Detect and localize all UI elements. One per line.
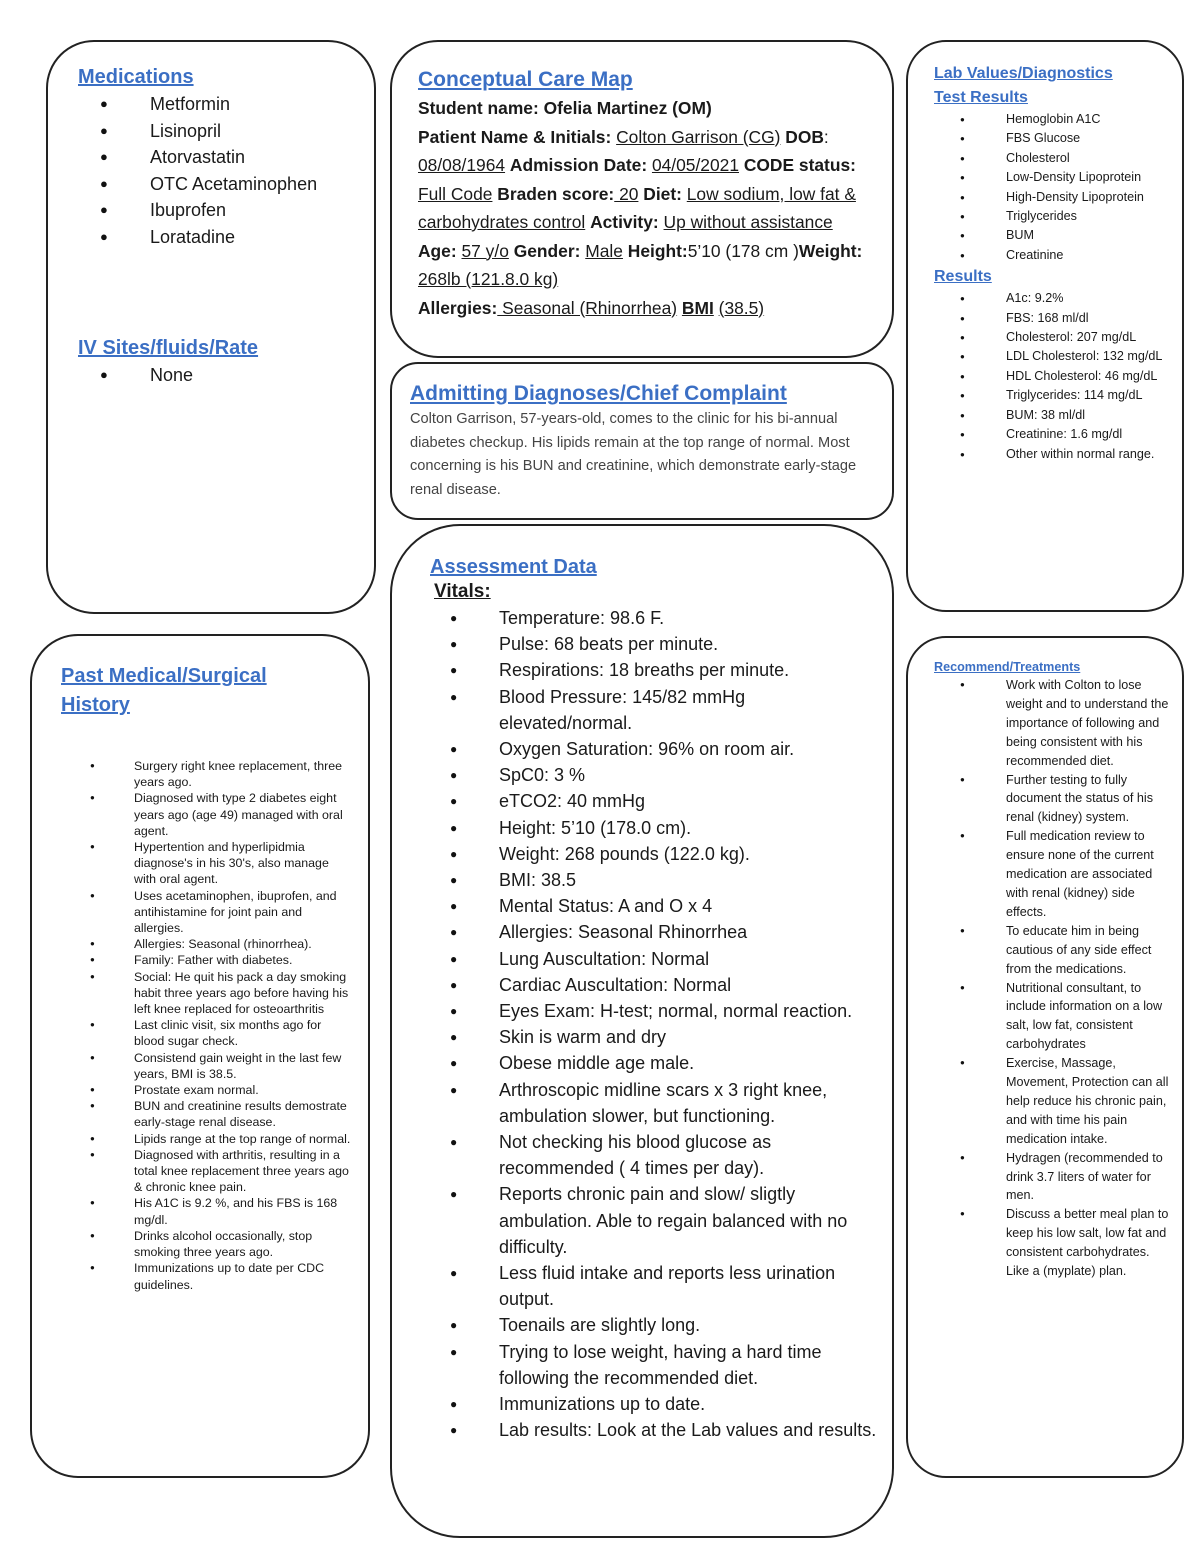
chief-complaint-text: Colton Garrison, 57-years-old, comes to the clinic for his bi-annual diabetes checkup. His lipids remain at the top range of normal. Most concerning is his BUN and creatinine, which demonstrate early-stage renal disease. xyxy=(410,411,857,498)
list-item: ● Cardiac Auscultation: Normal xyxy=(430,972,878,998)
list-item: ● Lung Auscultation: Normal xyxy=(430,946,878,972)
list-item: ● Low-Density Lipoprotein xyxy=(934,168,1170,187)
recommend-panel xyxy=(906,636,1184,1478)
list-item: ● Triglycerides xyxy=(934,207,1170,226)
list-item: ● Drinks alcohol occasionally, stop smoking three years ago. xyxy=(61,1228,352,1260)
dob-label: DOB xyxy=(785,126,824,147)
list-item: ● Other within normal range. xyxy=(934,445,1170,464)
list-item: ● His A1C is 9.2 %, and his FBS is 168 mg/dl. xyxy=(61,1195,352,1227)
recommend-heading: Recommend/Treatments xyxy=(934,660,1081,674)
vitals-label: Vitals: xyxy=(434,581,491,602)
list-item: ● Immunizations up to date per CDC guidelines. xyxy=(61,1260,352,1292)
lab-tests-list xyxy=(934,110,1170,265)
list-item: ● Prostate exam normal. xyxy=(61,1082,352,1098)
list-item: ● FBS: 168 ml/dl xyxy=(934,309,1170,328)
list-item: ● Triglycerides: 114 mg/dL xyxy=(934,386,1170,405)
list-item: ● LDL Cholesterol: 132 mg/dL xyxy=(934,347,1170,366)
weight-value: 268lb (121.8.0 kg) xyxy=(418,269,559,289)
age-value: 57 y/o xyxy=(461,240,509,261)
list-item: ● HDL Cholesterol: 46 mg/dL xyxy=(934,367,1170,386)
list-item: ● Hypertention and hyperlipidmia diagnose's in his 30's, also manage with oral agent. xyxy=(61,839,352,888)
list-item: ● Work with Colton to lose weight and to understand the importance of following and being consistent with his recommended diet. xyxy=(934,676,1174,771)
medications-list xyxy=(78,91,354,251)
list-item: ● Diagnosed with arthritis, resulting in a total knee replacement three years ago & chronic knee pain. xyxy=(61,1147,352,1196)
results-heading: Results xyxy=(934,268,992,286)
student-name: Student name: Ofelia Martinez (OM) xyxy=(418,98,712,118)
list-item: ● Eyes Exam: H-test; normal, normal reaction. xyxy=(430,998,878,1024)
iv-heading: IV Sites/fluids/Rate xyxy=(78,336,259,359)
list-item: ● Temperature: 98.6 F. xyxy=(430,605,878,631)
list-item: ● Less fluid intake and reports less urination output. xyxy=(430,1260,878,1312)
admission-label: Admission Date: xyxy=(509,155,648,175)
list-item: ● Respirations: 18 breaths per minute. xyxy=(430,657,878,683)
braden-label: Braden score: xyxy=(497,183,615,204)
code-label: CODE status: xyxy=(743,155,856,175)
list-item: ● Exercise, Massage, Movement, Protection can all help reduce his chronic pain, and with time his pain medication intake. xyxy=(934,1054,1174,1149)
assessment-list xyxy=(430,605,878,1444)
patient-value: Colton Garrison (CG) xyxy=(616,126,781,147)
gender-label: Gender: xyxy=(513,240,581,261)
recommend-list xyxy=(934,676,1174,1281)
list-item: ● Cholesterol xyxy=(934,149,1170,168)
list-item: ● BUN and creatinine results demostrate early-stage renal disease. xyxy=(61,1098,352,1130)
list-item: ● Weight: 268 pounds (122.0 kg). xyxy=(430,841,878,867)
age-label: Age: xyxy=(418,240,457,261)
list-item: ● Discuss a better meal plan to keep his low salt, low fat and consistent carbohydrates. Like a (myplate) plan. xyxy=(934,1205,1174,1281)
iv-list xyxy=(78,362,354,389)
allergies-value: Seasonal (Rhinorrhea) xyxy=(497,297,678,318)
list-item: ● Pulse: 68 beats per minute. xyxy=(430,631,878,657)
list-item: ● Trying to lose weight, having a hard time following the recommended diet. xyxy=(430,1339,878,1391)
list-item: ● Obese middle age male. xyxy=(430,1050,878,1076)
list-item: ● SpC0: 3 % xyxy=(430,762,878,788)
past-medical-history-panel xyxy=(30,634,370,1478)
diet-label: Diet: xyxy=(643,183,682,204)
bmi-label: BMI xyxy=(681,297,714,318)
activity-label: Activity: xyxy=(590,212,659,232)
bmi-value: (38.5) xyxy=(718,297,765,318)
list-item: ● Allergies: Seasonal (rhinorrhea). xyxy=(61,936,352,952)
gender-value: Male xyxy=(585,240,623,261)
patient-info: Student name: Ofelia Martinez (OM) Patient Name & Initials: Colton Garrison (CG) DOB: 08/08/1964 Admission Date: 04/05/2021 CODE status: Full Code Braden score: 20 Diet: Low sodium, low fat & carbohydrates control Activity: Up without assistance Age: 57 y/o Gender: Male Height:5’10 (178 cm )Weight: 268lb (121.8.0 kg) Allergies: Seasonal (Rhinorrhea) BMI (38.5) xyxy=(418,98,863,318)
list-item: ● Cholesterol: 207 mg/dL xyxy=(934,328,1170,347)
diet-value: Low sodium, low fat & carbohydrates control xyxy=(418,183,856,232)
list-item: ● OTC Acetaminophen xyxy=(78,171,354,198)
list-item: ● BMI: 38.5 xyxy=(430,867,878,893)
list-item: ● Social: He quit his pack a day smoking habit three years ago before having his left knee replaced for osteoarthritis xyxy=(61,969,352,1018)
list-item: ● Toenails are slightly long. xyxy=(430,1312,878,1338)
list-item: ● Last clinic visit, six months ago for blood sugar check. xyxy=(61,1017,352,1049)
list-item: ● Further testing to fully document the status of his renal (kidney) system. xyxy=(934,771,1174,828)
list-item: ● High-Density Lipoprotein xyxy=(934,188,1170,207)
list-item: ● Height: 5’10 (178.0 cm). xyxy=(430,815,878,841)
pmh-heading-line1: Past Medical/Surgical xyxy=(61,665,267,687)
list-item: ● eTCO2: 40 mmHg xyxy=(430,788,878,814)
list-item: ● BUM xyxy=(934,226,1170,245)
lab-heading-line1: Lab Values/Diagnostics xyxy=(934,65,1113,82)
activity-value: Up without assistance xyxy=(663,212,833,232)
medications-panel xyxy=(46,40,376,614)
height-value: 5’10 (178 cm ) xyxy=(687,240,799,261)
list-item: ● Hemoglobin A1C xyxy=(934,110,1170,129)
care-map-heading: Conceptual Care Map xyxy=(418,68,633,91)
assessment-heading: Assessment Data xyxy=(430,556,597,578)
medications-heading: Medications xyxy=(78,66,194,88)
list-item: ● Diagnosed with type 2 diabetes eight years ago (age 49) managed with oral agent. xyxy=(61,790,352,839)
list-item: ● Allergies: Seasonal Rhinorrhea xyxy=(430,919,878,945)
list-item: ● Immunizations up to date. xyxy=(430,1391,878,1417)
list-item: ● Oxygen Saturation: 96% on room air. xyxy=(430,736,878,762)
list-item: ● Nutritional consultant, to include information on a low salt, low fat, consistent carbohydrates xyxy=(934,979,1174,1055)
list-item: ● Family: Father with diabetes. xyxy=(61,952,352,968)
list-item: ● Mental Status: A and O x 4 xyxy=(430,893,878,919)
list-item: ● Skin is warm and dry xyxy=(430,1024,878,1050)
list-item: ● Lab results: Look at the Lab values and results. xyxy=(430,1417,878,1443)
height-label: Height: xyxy=(627,240,688,261)
lab-heading-line2: Test Results xyxy=(934,89,1028,106)
list-item: ● Consistend gain weight in the last few years, BMI is 38.5. xyxy=(61,1050,352,1082)
assessment-panel xyxy=(390,524,894,1538)
list-item: ● Not checking his blood glucose as recommended ( 4 times per day). xyxy=(430,1129,878,1181)
lab-values-panel xyxy=(906,40,1184,612)
dob-value: 08/08/1964 xyxy=(418,155,506,175)
list-item: ● Ibuprofen xyxy=(78,197,354,224)
lab-heading xyxy=(934,65,1113,106)
admitting-heading: Admitting Diagnoses/Chief Complaint xyxy=(410,382,787,405)
allergies-label: Allergies: xyxy=(418,297,498,318)
list-item: ● Surgery right knee replacement, three years ago. xyxy=(61,758,352,790)
list-item: ● FBS Glucose xyxy=(934,129,1170,148)
pmh-heading xyxy=(61,662,267,720)
admitting-diagnoses-panel xyxy=(390,362,894,520)
care-map-panel xyxy=(390,40,894,358)
list-item: ● Blood Pressure: 145/82 mmHg elevated/normal. xyxy=(430,684,878,736)
list-item: ● Lipids range at the top range of normal. xyxy=(61,1131,352,1147)
list-item: ● BUM: 38 ml/dl xyxy=(934,406,1170,425)
braden-value: 20 xyxy=(614,183,639,204)
list-item: ● A1c: 9.2% xyxy=(934,289,1170,308)
admission-value: 04/05/2021 xyxy=(651,155,739,175)
list-item: ● Arthroscopic midline scars x 3 right knee, ambulation slower, but functioning. xyxy=(430,1077,878,1129)
list-item: ● Creatinine xyxy=(934,246,1170,265)
list-item: ● Full medication review to ensure none of the current medication are associated with renal (kidney) side effects. xyxy=(934,827,1174,922)
list-item: ● Reports chronic pain and slow/ sligtly ambulation. Able to regain balanced with no difficulty. xyxy=(430,1181,878,1260)
list-item: ● Uses acetaminophen, ibuprofen, and antihistamine for joint pain and allergies. xyxy=(61,888,352,937)
weight-label: Weight: xyxy=(798,240,863,261)
list-item: ● Creatinine: 1.6 mg/dl xyxy=(934,425,1170,444)
list-item: ● To educate him in being cautious of any side effect from the medications. xyxy=(934,922,1174,979)
lab-results-list xyxy=(934,289,1170,464)
list-item: ● Lisinopril xyxy=(78,118,354,145)
list-item: ● Atorvastatin xyxy=(78,144,354,171)
pmh-list xyxy=(61,758,352,1293)
patient-label: Patient Name & Initials: xyxy=(418,126,612,147)
code-value: Full Code xyxy=(418,183,493,204)
pmh-heading-line2: History xyxy=(61,694,130,716)
list-item: ● Metformin xyxy=(78,91,354,118)
list-item: ● None xyxy=(78,362,354,389)
list-item: ● Loratadine xyxy=(78,224,354,251)
list-item: ● Hydragen (recommended to drink 3.7 liters of water for men. xyxy=(934,1149,1174,1206)
